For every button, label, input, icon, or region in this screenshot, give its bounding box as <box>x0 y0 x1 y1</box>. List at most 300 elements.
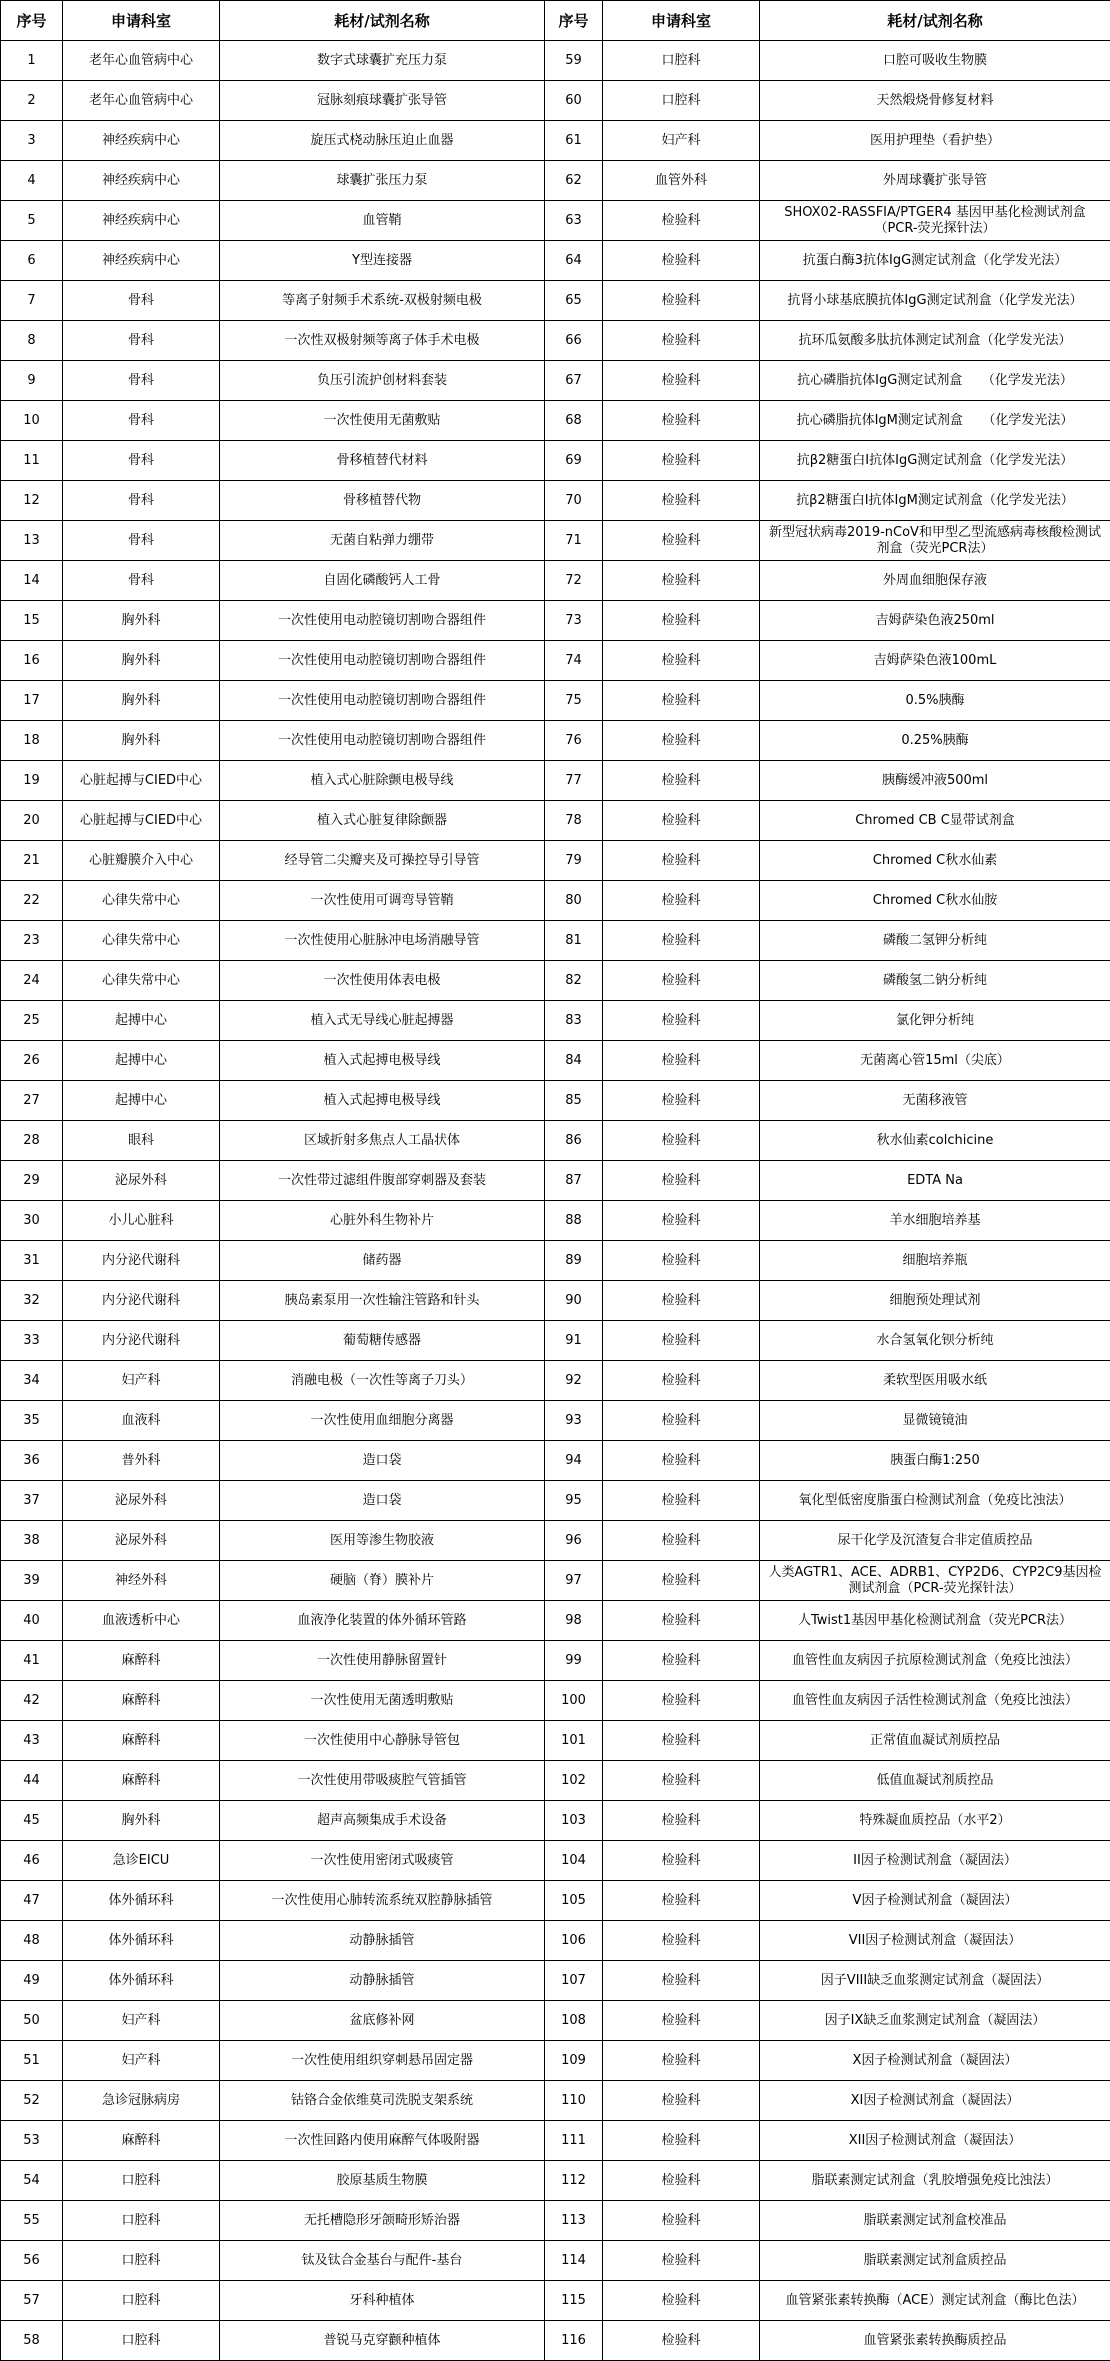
table-row <box>1 1161 1110 1201</box>
cell-name-right: 秋水仙素colchicine <box>760 1121 1110 1161</box>
cell-index-right: 85 <box>545 1081 603 1121</box>
cell-name-right: 氯化钾分析纯 <box>760 1001 1110 1041</box>
cell-index-right: 74 <box>545 641 603 681</box>
cell-dept-right: 检验科 <box>603 241 760 281</box>
header-index-right: 序号 <box>545 1 603 41</box>
cell-name-left: 一次性使用带吸痰腔气管插管 <box>220 1761 545 1801</box>
cell-name-left: 植入式起搏电极导线 <box>220 1081 545 1121</box>
cell-index-left: 24 <box>1 961 63 1001</box>
cell-dept-right: 检验科 <box>603 1921 760 1961</box>
cell-name-left: 一次性使用密闭式吸痰管 <box>220 1841 545 1881</box>
cell-name-right: EDTA Na <box>760 1161 1110 1201</box>
cell-name-right: 柔软型医用吸水纸 <box>760 1361 1110 1401</box>
cell-name-left: 自固化磷酸钙人工骨 <box>220 561 545 601</box>
cell-dept-right: 检验科 <box>603 521 760 561</box>
cell-dept-right: 检验科 <box>603 1481 760 1521</box>
cell-dept-right: 血管外科 <box>603 161 760 201</box>
cell-dept-right: 检验科 <box>603 1121 760 1161</box>
cell-name-right: 医用护理垫（看护垫） <box>760 121 1110 161</box>
cell-dept-right: 检验科 <box>603 1361 760 1401</box>
cell-dept-right: 检验科 <box>603 641 760 681</box>
cell-index-right: 59 <box>545 41 603 81</box>
table-row <box>1 1001 1110 1041</box>
cell-name-left: 胰岛素泵用一次性输注管路和针头 <box>220 1281 545 1321</box>
cell-dept-right: 检验科 <box>603 1521 760 1561</box>
cell-index-right: 68 <box>545 401 603 441</box>
cell-name-left: 心脏外科生物补片 <box>220 1201 545 1241</box>
header-dept-left: 申请科室 <box>63 1 220 41</box>
cell-dept-right: 检验科 <box>603 881 760 921</box>
cell-index-right: 93 <box>545 1401 603 1441</box>
cell-name-left: 一次性使用心脏脉冲电场消融导管 <box>220 921 545 961</box>
cell-name-left: 超声高频集成手术设备 <box>220 1801 545 1841</box>
table-row <box>1 201 1110 241</box>
table-row <box>1 881 1110 921</box>
table-row <box>1 521 1110 561</box>
cell-dept-right: 妇产科 <box>603 121 760 161</box>
cell-index-left: 3 <box>1 121 63 161</box>
cell-index-left: 19 <box>1 761 63 801</box>
cell-name-right: VII因子检测试剂盒（凝固法） <box>760 1921 1110 1961</box>
cell-index-right: 109 <box>545 2041 603 2081</box>
cell-dept-right: 检验科 <box>603 961 760 1001</box>
cell-dept-left: 心律失常中心 <box>63 961 220 1001</box>
cell-name-right: 人Twist1基因甲基化检测试剂盒（荧光PCR法） <box>760 1601 1110 1641</box>
cell-index-left: 5 <box>1 201 63 241</box>
cell-name-right: 天然煅烧骨修复材料 <box>760 81 1110 121</box>
cell-index-left: 56 <box>1 2241 63 2281</box>
header-name-left: 耗材/试剂名称 <box>220 1 545 41</box>
cell-dept-right: 检验科 <box>603 361 760 401</box>
table-row <box>1 1921 1110 1961</box>
cell-name-right: 胰酶缓冲液500ml <box>760 761 1110 801</box>
cell-name-right: 脂联素测定试剂盒校准品 <box>760 2201 1110 2241</box>
cell-index-right: 99 <box>545 1641 603 1681</box>
cell-name-left: 牙科种植体 <box>220 2281 545 2321</box>
table-row <box>1 1081 1110 1121</box>
cell-dept-left: 口腔科 <box>63 2161 220 2201</box>
cell-dept-right: 检验科 <box>603 401 760 441</box>
cell-dept-right: 检验科 <box>603 801 760 841</box>
cell-name-right: 外周球囊扩张导管 <box>760 161 1110 201</box>
cell-name-left: 一次性使用无菌敷贴 <box>220 401 545 441</box>
cell-index-left: 14 <box>1 561 63 601</box>
cell-name-left: 硬脑（脊）膜补片 <box>220 1561 545 1601</box>
cell-dept-right: 检验科 <box>603 1601 760 1641</box>
cell-index-left: 2 <box>1 81 63 121</box>
cell-index-left: 36 <box>1 1441 63 1481</box>
cell-dept-right: 检验科 <box>603 321 760 361</box>
header-name-right: 耗材/试剂名称 <box>760 1 1110 41</box>
cell-name-right: 抗β2糖蛋白I抗体IgG测定试剂盒（化学发光法） <box>760 441 1110 481</box>
cell-dept-left: 急诊冠脉病房 <box>63 2081 220 2121</box>
cell-index-left: 6 <box>1 241 63 281</box>
cell-dept-left: 老年心血管病中心 <box>63 81 220 121</box>
cell-name-left: 球囊扩张压力泵 <box>220 161 545 201</box>
cell-dept-left: 体外循环科 <box>63 1921 220 1961</box>
cell-name-left: 一次性使用血细胞分离器 <box>220 1401 545 1441</box>
cell-name-right: 抗心磷脂抗体IgM测定试剂盒 （化学发光法） <box>760 401 1110 441</box>
table-row <box>1 121 1110 161</box>
table-row <box>1 2081 1110 2121</box>
cell-name-right: 新型冠状病毒2019-nCoV和甲型乙型流感病毒核酸检测试剂盒（荧光PCR法） <box>760 521 1110 561</box>
cell-index-left: 40 <box>1 1601 63 1641</box>
cell-index-left: 50 <box>1 2001 63 2041</box>
table-header <box>1 1 1110 41</box>
cell-index-right: 84 <box>545 1041 603 1081</box>
cell-dept-left: 心脏瓣膜介入中心 <box>63 841 220 881</box>
table-row <box>1 1361 1110 1401</box>
cell-dept-left: 胸外科 <box>63 641 220 681</box>
cell-dept-left: 麻醉科 <box>63 1681 220 1721</box>
cell-name-left: 普锐马克穿颧种植体 <box>220 2321 545 2361</box>
cell-index-left: 31 <box>1 1241 63 1281</box>
cell-dept-right: 检验科 <box>603 201 760 241</box>
table-row <box>1 1641 1110 1681</box>
table-row <box>1 961 1110 1001</box>
cell-name-left: 无托槽隐形牙颌畸形矫治器 <box>220 2201 545 2241</box>
cell-name-right: XI因子检测试剂盒（凝固法） <box>760 2081 1110 2121</box>
cell-dept-left: 骨科 <box>63 521 220 561</box>
cell-dept-right: 口腔科 <box>603 41 760 81</box>
cell-name-right: 磷酸氢二钠分析纯 <box>760 961 1110 1001</box>
cell-dept-right: 检验科 <box>603 841 760 881</box>
cell-dept-right: 检验科 <box>603 1281 760 1321</box>
header-dept-right: 申请科室 <box>603 1 760 41</box>
table-row <box>1 1481 1110 1521</box>
cell-name-left: 医用等渗生物胶液 <box>220 1521 545 1561</box>
cell-index-right: 71 <box>545 521 603 561</box>
cell-index-right: 60 <box>545 81 603 121</box>
cell-dept-left: 内分泌代谢科 <box>63 1281 220 1321</box>
table-body <box>1 41 1110 2361</box>
cell-index-left: 32 <box>1 1281 63 1321</box>
cell-name-left: 一次性使用静脉留置针 <box>220 1641 545 1681</box>
cell-index-right: 89 <box>545 1241 603 1281</box>
cell-index-left: 49 <box>1 1961 63 2001</box>
cell-index-left: 41 <box>1 1641 63 1681</box>
table-row <box>1 2041 1110 2081</box>
cell-name-left: 胶原基质生物膜 <box>220 2161 545 2201</box>
cell-index-right: 108 <box>545 2001 603 2041</box>
cell-index-right: 94 <box>545 1441 603 1481</box>
cell-dept-right: 检验科 <box>603 1561 760 1601</box>
cell-name-left: 一次性使用电动腔镜切割吻合器组件 <box>220 601 545 641</box>
cell-name-right: 抗环瓜氨酸多肽抗体测定试剂盒（化学发光法） <box>760 321 1110 361</box>
table-row <box>1 681 1110 721</box>
cell-name-right: 低值血凝试剂质控品 <box>760 1761 1110 1801</box>
cell-index-right: 98 <box>545 1601 603 1641</box>
cell-dept-left: 神经疾病中心 <box>63 121 220 161</box>
cell-dept-left: 骨科 <box>63 561 220 601</box>
cell-name-right: X因子检测试剂盒（凝固法） <box>760 2041 1110 2081</box>
cell-dept-left: 骨科 <box>63 321 220 361</box>
cell-index-left: 34 <box>1 1361 63 1401</box>
cell-dept-left: 心脏起搏与CIED中心 <box>63 801 220 841</box>
cell-index-right: 92 <box>545 1361 603 1401</box>
cell-name-right: V因子检测试剂盒（凝固法） <box>760 1881 1110 1921</box>
cell-dept-right: 检验科 <box>603 2321 760 2361</box>
cell-dept-left: 心律失常中心 <box>63 881 220 921</box>
cell-name-left: 等离子射频手术系统-双极射频电极 <box>220 281 545 321</box>
cell-name-right: 血管性血友病因子活性检测试剂盒（免疫比浊法） <box>760 1681 1110 1721</box>
cell-name-right: 水合氢氧化钡分析纯 <box>760 1321 1110 1361</box>
cell-dept-left: 麻醉科 <box>63 1761 220 1801</box>
cell-dept-right: 检验科 <box>603 2201 760 2241</box>
cell-dept-left: 口腔科 <box>63 2321 220 2361</box>
cell-index-right: 62 <box>545 161 603 201</box>
cell-dept-left: 胸外科 <box>63 601 220 641</box>
cell-index-right: 61 <box>545 121 603 161</box>
cell-name-left: 造口袋 <box>220 1441 545 1481</box>
cell-dept-right: 检验科 <box>603 1201 760 1241</box>
cell-name-right: 胰蛋白酶1:250 <box>760 1441 1110 1481</box>
cell-index-left: 46 <box>1 1841 63 1881</box>
cell-dept-left: 口腔科 <box>63 2201 220 2241</box>
cell-dept-right: 检验科 <box>603 1961 760 2001</box>
table-row <box>1 1681 1110 1721</box>
cell-index-left: 20 <box>1 801 63 841</box>
cell-index-left: 13 <box>1 521 63 561</box>
cell-dept-right: 口腔科 <box>603 81 760 121</box>
cell-dept-right: 检验科 <box>603 561 760 601</box>
table-row <box>1 601 1110 641</box>
cell-name-right: 抗β2糖蛋白I抗体IgM测定试剂盒（化学发光法） <box>760 481 1110 521</box>
cell-name-right: 抗肾小球基底膜抗体IgG测定试剂盒（化学发光法） <box>760 281 1110 321</box>
cell-index-right: 69 <box>545 441 603 481</box>
cell-index-right: 65 <box>545 281 603 321</box>
cell-name-right: 无菌离心管15ml（尖底） <box>760 1041 1110 1081</box>
cell-name-left: 一次性使用电动腔镜切割吻合器组件 <box>220 641 545 681</box>
cell-dept-right: 检验科 <box>603 281 760 321</box>
table-row <box>1 241 1110 281</box>
table-row <box>1 1241 1110 1281</box>
cell-index-left: 55 <box>1 2201 63 2241</box>
table-row <box>1 1961 1110 2001</box>
table-row <box>1 721 1110 761</box>
cell-index-left: 10 <box>1 401 63 441</box>
cell-name-right: SHOX02-RASSFIA/PTGER4 基因甲基化检测试剂盒（PCR-荧光探针法） <box>760 201 1110 241</box>
cell-name-left: 消融电极（一次性等离子刀头） <box>220 1361 545 1401</box>
cell-dept-left: 老年心血管病中心 <box>63 41 220 81</box>
cell-name-left: 一次性使用体表电极 <box>220 961 545 1001</box>
cell-index-left: 4 <box>1 161 63 201</box>
cell-name-left: 植入式无导线心脏起搏器 <box>220 1001 545 1041</box>
cell-dept-left: 心脏起搏与CIED中心 <box>63 761 220 801</box>
table-row <box>1 1441 1110 1481</box>
cell-index-right: 88 <box>545 1201 603 1241</box>
cell-dept-left: 麻醉科 <box>63 1721 220 1761</box>
cell-index-right: 101 <box>545 1721 603 1761</box>
cell-name-left: 一次性回路内使用麻醉气体吸附器 <box>220 2121 545 2161</box>
cell-name-right: 脂联素测定试剂盒质控品 <box>760 2241 1110 2281</box>
cell-index-left: 9 <box>1 361 63 401</box>
cell-index-left: 38 <box>1 1521 63 1561</box>
cell-dept-right: 检验科 <box>603 2001 760 2041</box>
cell-index-left: 37 <box>1 1481 63 1521</box>
cell-dept-right: 检验科 <box>603 1321 760 1361</box>
cell-dept-right: 检验科 <box>603 1001 760 1041</box>
cell-index-right: 102 <box>545 1761 603 1801</box>
cell-index-right: 87 <box>545 1161 603 1201</box>
cell-dept-left: 内分泌代谢科 <box>63 1321 220 1361</box>
cell-index-right: 64 <box>545 241 603 281</box>
cell-dept-left: 骨科 <box>63 401 220 441</box>
cell-index-left: 30 <box>1 1201 63 1241</box>
cell-index-left: 42 <box>1 1681 63 1721</box>
cell-name-right: 脂联素测定试剂盒（乳胶增强免疫比浊法） <box>760 2161 1110 2201</box>
cell-dept-right: 检验科 <box>603 1721 760 1761</box>
cell-dept-left: 小儿心脏科 <box>63 1201 220 1241</box>
cell-dept-right: 检验科 <box>603 2081 760 2121</box>
cell-dept-right: 检验科 <box>603 1241 760 1281</box>
cell-index-left: 35 <box>1 1401 63 1441</box>
cell-index-left: 17 <box>1 681 63 721</box>
table-row <box>1 1761 1110 1801</box>
cell-index-right: 116 <box>545 2321 603 2361</box>
cell-dept-left: 神经疾病中心 <box>63 161 220 201</box>
cell-index-right: 112 <box>545 2161 603 2201</box>
header-row <box>1 1 1110 41</box>
cell-index-right: 66 <box>545 321 603 361</box>
table-row <box>1 2001 1110 2041</box>
table-row <box>1 1721 1110 1761</box>
cell-index-right: 70 <box>545 481 603 521</box>
cell-dept-left: 起搏中心 <box>63 1041 220 1081</box>
cell-name-left: 血管鞘 <box>220 201 545 241</box>
cell-index-left: 45 <box>1 1801 63 1841</box>
cell-index-right: 114 <box>545 2241 603 2281</box>
cell-index-left: 23 <box>1 921 63 961</box>
cell-dept-left: 心律失常中心 <box>63 921 220 961</box>
cell-index-left: 21 <box>1 841 63 881</box>
cell-index-right: 96 <box>545 1521 603 1561</box>
cell-dept-left: 泌尿外科 <box>63 1161 220 1201</box>
cell-dept-right: 检验科 <box>603 2161 760 2201</box>
cell-index-right: 82 <box>545 961 603 1001</box>
cell-index-right: 67 <box>545 361 603 401</box>
cell-name-right: 血管紧张素转换酶（ACE）测定试剂盒（酶比色法） <box>760 2281 1110 2321</box>
table-row <box>1 1401 1110 1441</box>
table-row <box>1 1201 1110 1241</box>
cell-name-right: 人类AGTR1、ACE、ADRB1、CYP2D6、CYP2C9基因检测试剂盒（PCR-荧光探针法） <box>760 1561 1110 1601</box>
table-row <box>1 2241 1110 2281</box>
cell-index-right: 63 <box>545 201 603 241</box>
cell-dept-right: 检验科 <box>603 1761 760 1801</box>
cell-name-right: Chromed CB C显带试剂盒 <box>760 801 1110 841</box>
cell-dept-left: 血液透析中心 <box>63 1601 220 1641</box>
cell-index-right: 73 <box>545 601 603 641</box>
table-row <box>1 1321 1110 1361</box>
cell-index-left: 54 <box>1 2161 63 2201</box>
cell-dept-left: 内分泌代谢科 <box>63 1241 220 1281</box>
cell-index-left: 26 <box>1 1041 63 1081</box>
cell-name-right: 细胞预处理试剂 <box>760 1281 1110 1321</box>
cell-name-left: 无菌自粘弹力绷带 <box>220 521 545 561</box>
table-row <box>1 641 1110 681</box>
cell-dept-right: 检验科 <box>603 1081 760 1121</box>
cell-index-left: 25 <box>1 1001 63 1041</box>
cell-name-right: 0.5%胰酶 <box>760 681 1110 721</box>
cell-name-left: 动静脉插管 <box>220 1921 545 1961</box>
cell-name-left: 旋压式桡动脉压迫止血器 <box>220 121 545 161</box>
cell-dept-right: 检验科 <box>603 1161 760 1201</box>
cell-name-left: 一次性使用心肺转流系统双腔静脉插管 <box>220 1881 545 1921</box>
cell-name-right: 特殊凝血质控品（水平2） <box>760 1801 1110 1841</box>
cell-index-left: 29 <box>1 1161 63 1201</box>
cell-name-left: 数字式球囊扩充压力泵 <box>220 41 545 81</box>
cell-name-right: 氧化型低密度脂蛋白检测试剂盒（免疫比浊法） <box>760 1481 1110 1521</box>
table-row <box>1 81 1110 121</box>
cell-dept-left: 骨科 <box>63 281 220 321</box>
cell-index-left: 22 <box>1 881 63 921</box>
cell-dept-left: 泌尿外科 <box>63 1521 220 1561</box>
cell-index-right: 75 <box>545 681 603 721</box>
cell-name-left: 一次性使用可调弯导管鞘 <box>220 881 545 921</box>
cell-index-right: 103 <box>545 1801 603 1841</box>
cell-dept-left: 妇产科 <box>63 2001 220 2041</box>
table-row <box>1 2201 1110 2241</box>
table-row <box>1 561 1110 601</box>
cell-index-right: 76 <box>545 721 603 761</box>
table-row <box>1 1121 1110 1161</box>
cell-dept-right: 检验科 <box>603 1401 760 1441</box>
table-row <box>1 2121 1110 2161</box>
table-row <box>1 1521 1110 1561</box>
cell-name-left: 钛及钛合金基台与配件-基台 <box>220 2241 545 2281</box>
cell-index-right: 77 <box>545 761 603 801</box>
cell-dept-right: 检验科 <box>603 481 760 521</box>
cell-dept-left: 血液科 <box>63 1401 220 1441</box>
cell-name-left: 储药器 <box>220 1241 545 1281</box>
cell-name-left: Y型连接器 <box>220 241 545 281</box>
cell-index-left: 11 <box>1 441 63 481</box>
cell-name-right: 血管紧张素转换酶质控品 <box>760 2321 1110 2361</box>
cell-index-right: 78 <box>545 801 603 841</box>
cell-dept-left: 神经疾病中心 <box>63 201 220 241</box>
cell-index-right: 79 <box>545 841 603 881</box>
cell-name-left: 一次性使用组织穿刺悬吊固定器 <box>220 2041 545 2081</box>
cell-name-right: 因子IX缺乏血浆测定试剂盒（凝固法） <box>760 2001 1110 2041</box>
cell-index-right: 115 <box>545 2281 603 2321</box>
cell-dept-left: 口腔科 <box>63 2241 220 2281</box>
cell-dept-right: 检验科 <box>603 1041 760 1081</box>
cell-name-left: 一次性带过滤组件腹部穿刺器及套装 <box>220 1161 545 1201</box>
cell-name-left: 钴铬合金依维莫司洗脱支架系统 <box>220 2081 545 2121</box>
cell-name-left: 植入式心脏复律除颤器 <box>220 801 545 841</box>
cell-index-left: 16 <box>1 641 63 681</box>
cell-dept-left: 眼科 <box>63 1121 220 1161</box>
cell-name-left: 植入式起搏电极导线 <box>220 1041 545 1081</box>
cell-name-left: 一次性使用无菌透明敷贴 <box>220 1681 545 1721</box>
cell-dept-right: 检验科 <box>603 761 760 801</box>
cell-index-right: 113 <box>545 2201 603 2241</box>
table-row <box>1 841 1110 881</box>
cell-name-right: 因子VIII缺乏血浆测定试剂盒（凝固法） <box>760 1961 1110 2001</box>
cell-dept-right: 检验科 <box>603 2121 760 2161</box>
cell-index-right: 80 <box>545 881 603 921</box>
cell-dept-left: 普外科 <box>63 1441 220 1481</box>
cell-dept-right: 检验科 <box>603 2041 760 2081</box>
cell-dept-right: 检验科 <box>603 2241 760 2281</box>
table-row <box>1 361 1110 401</box>
table-row <box>1 761 1110 801</box>
cell-index-left: 33 <box>1 1321 63 1361</box>
cell-dept-left: 妇产科 <box>63 2041 220 2081</box>
cell-name-right: 抗心磷脂抗体IgG测定试剂盒 （化学发光法） <box>760 361 1110 401</box>
cell-index-left: 18 <box>1 721 63 761</box>
cell-name-right: 口腔可吸收生物膜 <box>760 41 1110 81</box>
